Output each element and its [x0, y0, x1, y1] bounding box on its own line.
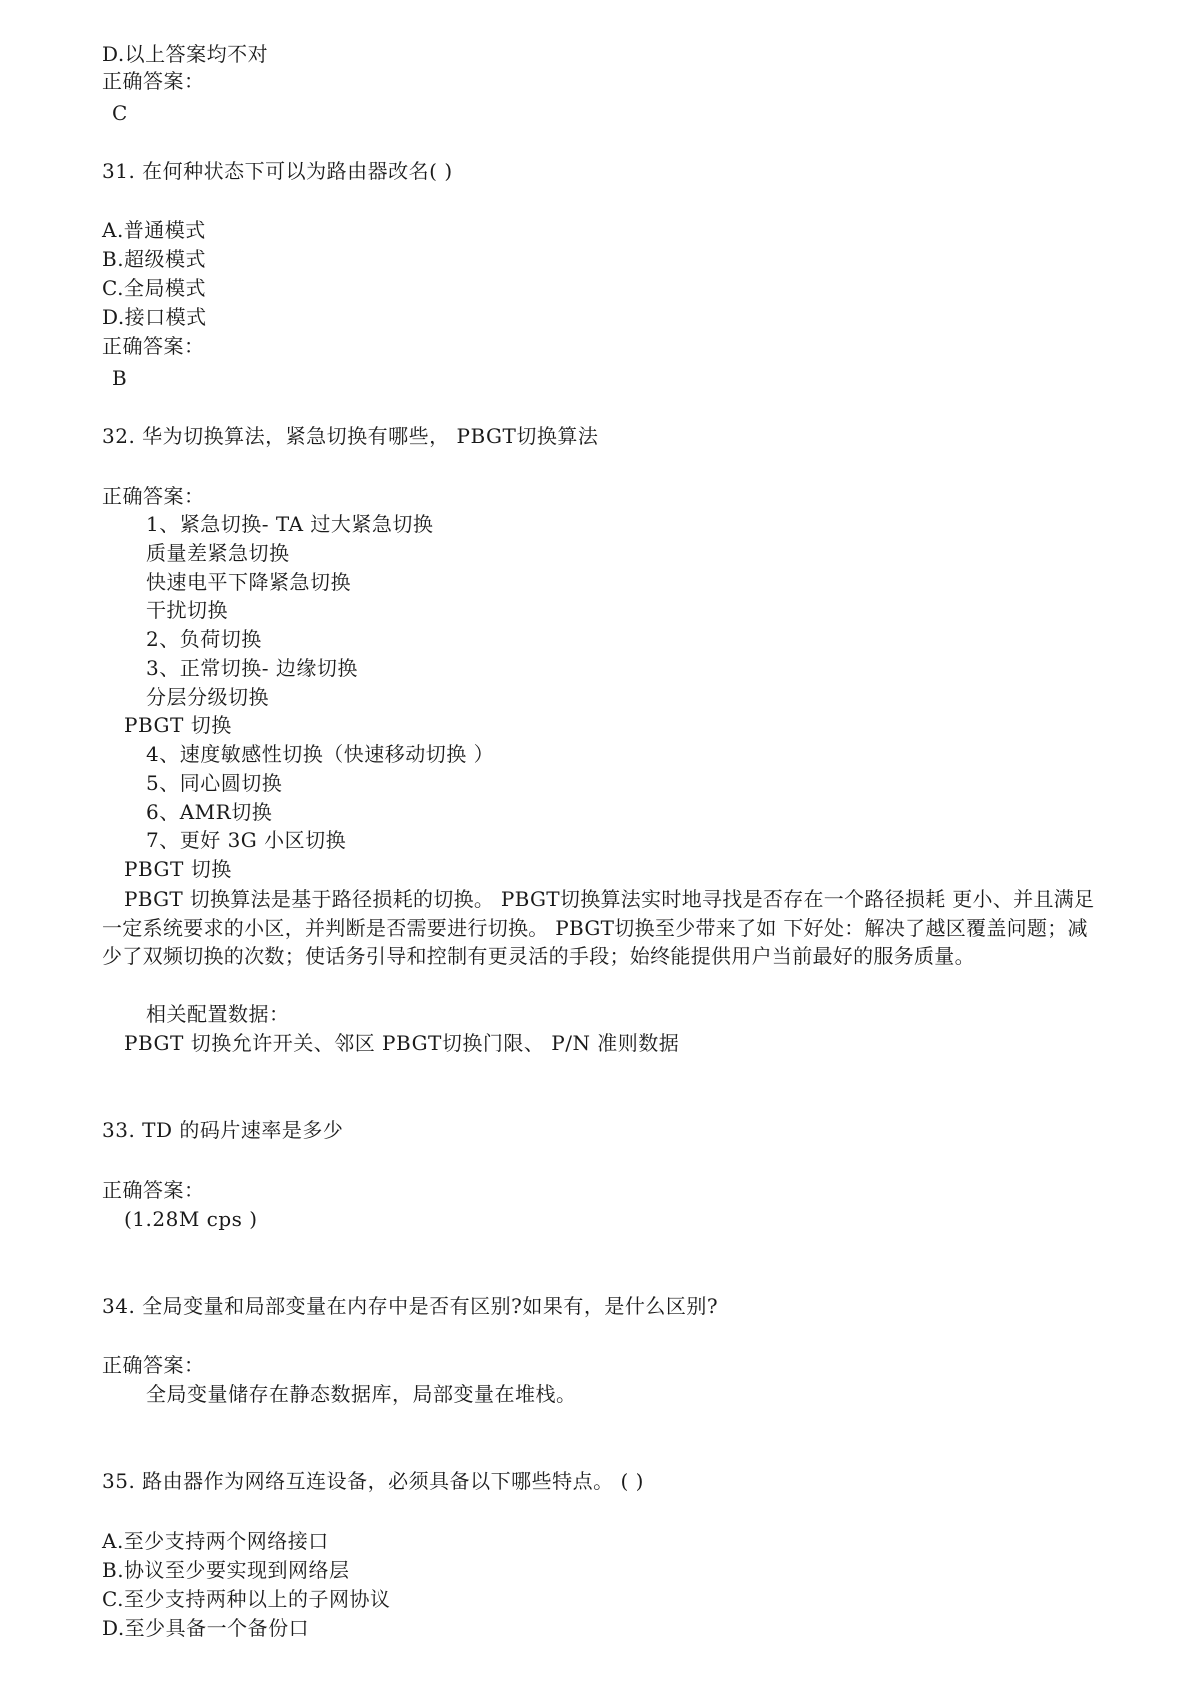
- q32-answer-line: 4、速度敏感性切换（快速移动切换 ）: [146, 742, 495, 766]
- q33-question: 33. TD 的码片速率是多少: [102, 1118, 344, 1142]
- q32-answer-line: PBGT 切换: [124, 713, 232, 737]
- q32-answer-line: PBGT 切换: [124, 857, 232, 881]
- q32-answer-line: 质量差紧急切换: [146, 541, 290, 565]
- q32-config-label: 相关配置数据：: [146, 1002, 290, 1026]
- q33-answer-label: 正确答案：: [102, 1178, 205, 1202]
- q34-answer-label: 正确答案：: [102, 1353, 205, 1377]
- q31-option-d: D.接口模式: [102, 305, 207, 329]
- q31-option-a: A.普通模式: [102, 218, 206, 242]
- q32-answer-line: 7、更好 3G 小区切换: [146, 828, 347, 852]
- q35-option-d: D.至少具备一个备份口: [102, 1616, 310, 1640]
- q32-explanation-paragraph: PBGT 切换算法是基于路径损耗的切换。 PBGT切换算法实时地寻找是否存在一个路径损耗 更小、并且满足一定系统要求的小区，并判断是否需要进行切换。 PBGT切换至少带来了如 下好处：解决了越区覆盖问题；减少了双频切换的次数；使话务引导和控制有更灵活的手段；始终能提供用户当前最好的服务质量。: [102, 887, 1095, 968]
- q35-question: 35. 路由器作为网络互连设备，必须具备以下哪些特点。 ( ): [102, 1469, 644, 1493]
- q31-option-c: C.全局模式: [102, 276, 206, 300]
- q32-question: 32. 华为切换算法，紧急切换有哪些， PBGT切换算法: [102, 424, 599, 448]
- q32-answer-label: 正确答案：: [102, 484, 205, 508]
- q32-answer-line: 干扰切换: [146, 598, 228, 622]
- q35-option-a: A.至少支持两个网络接口: [102, 1529, 329, 1553]
- q32-answer-line: 分层分级切换: [146, 685, 269, 709]
- q30-option-d: D.以上答案均不对: [102, 42, 269, 66]
- q31-question: 31. 在何种状态下可以为路由器改名( ): [102, 159, 453, 183]
- q32-answer-line: 5、同心圆切换: [146, 771, 283, 795]
- q31-answer-label: 正确答案：: [102, 334, 205, 358]
- q31-answer: B: [112, 366, 128, 390]
- q31-option-b: B.超级模式: [102, 247, 207, 271]
- q32-config-data: PBGT 切换允许开关、邻区 PBGT切换门限、 P/N 准则数据: [124, 1031, 680, 1055]
- q32-answer-line: 1、紧急切换- TA 过大紧急切换: [146, 512, 434, 536]
- q32-answer-line: 2、负荷切换: [146, 627, 262, 651]
- q33-answer: (1.28M cps ): [124, 1207, 258, 1231]
- q30-answer: C: [112, 101, 128, 125]
- q35-option-c: C.至少支持两种以上的子网协议: [102, 1587, 391, 1611]
- q32-answer-line: 6、AMR切换: [146, 800, 273, 824]
- q32-answer-line: 3、正常切换- 边缘切换: [146, 656, 358, 680]
- q34-question: 34. 全局变量和局部变量在内存中是否有区别?如果有，是什么区别?: [102, 1294, 719, 1318]
- q30-answer-label: 正确答案：: [102, 69, 205, 93]
- q34-answer: 全局变量储存在静态数据库，局部变量在堆栈。: [146, 1382, 577, 1406]
- q32-answer-line: 快速电平下降紧急切换: [146, 570, 351, 594]
- q35-option-b: B.协议至少要实现到网络层: [102, 1558, 350, 1582]
